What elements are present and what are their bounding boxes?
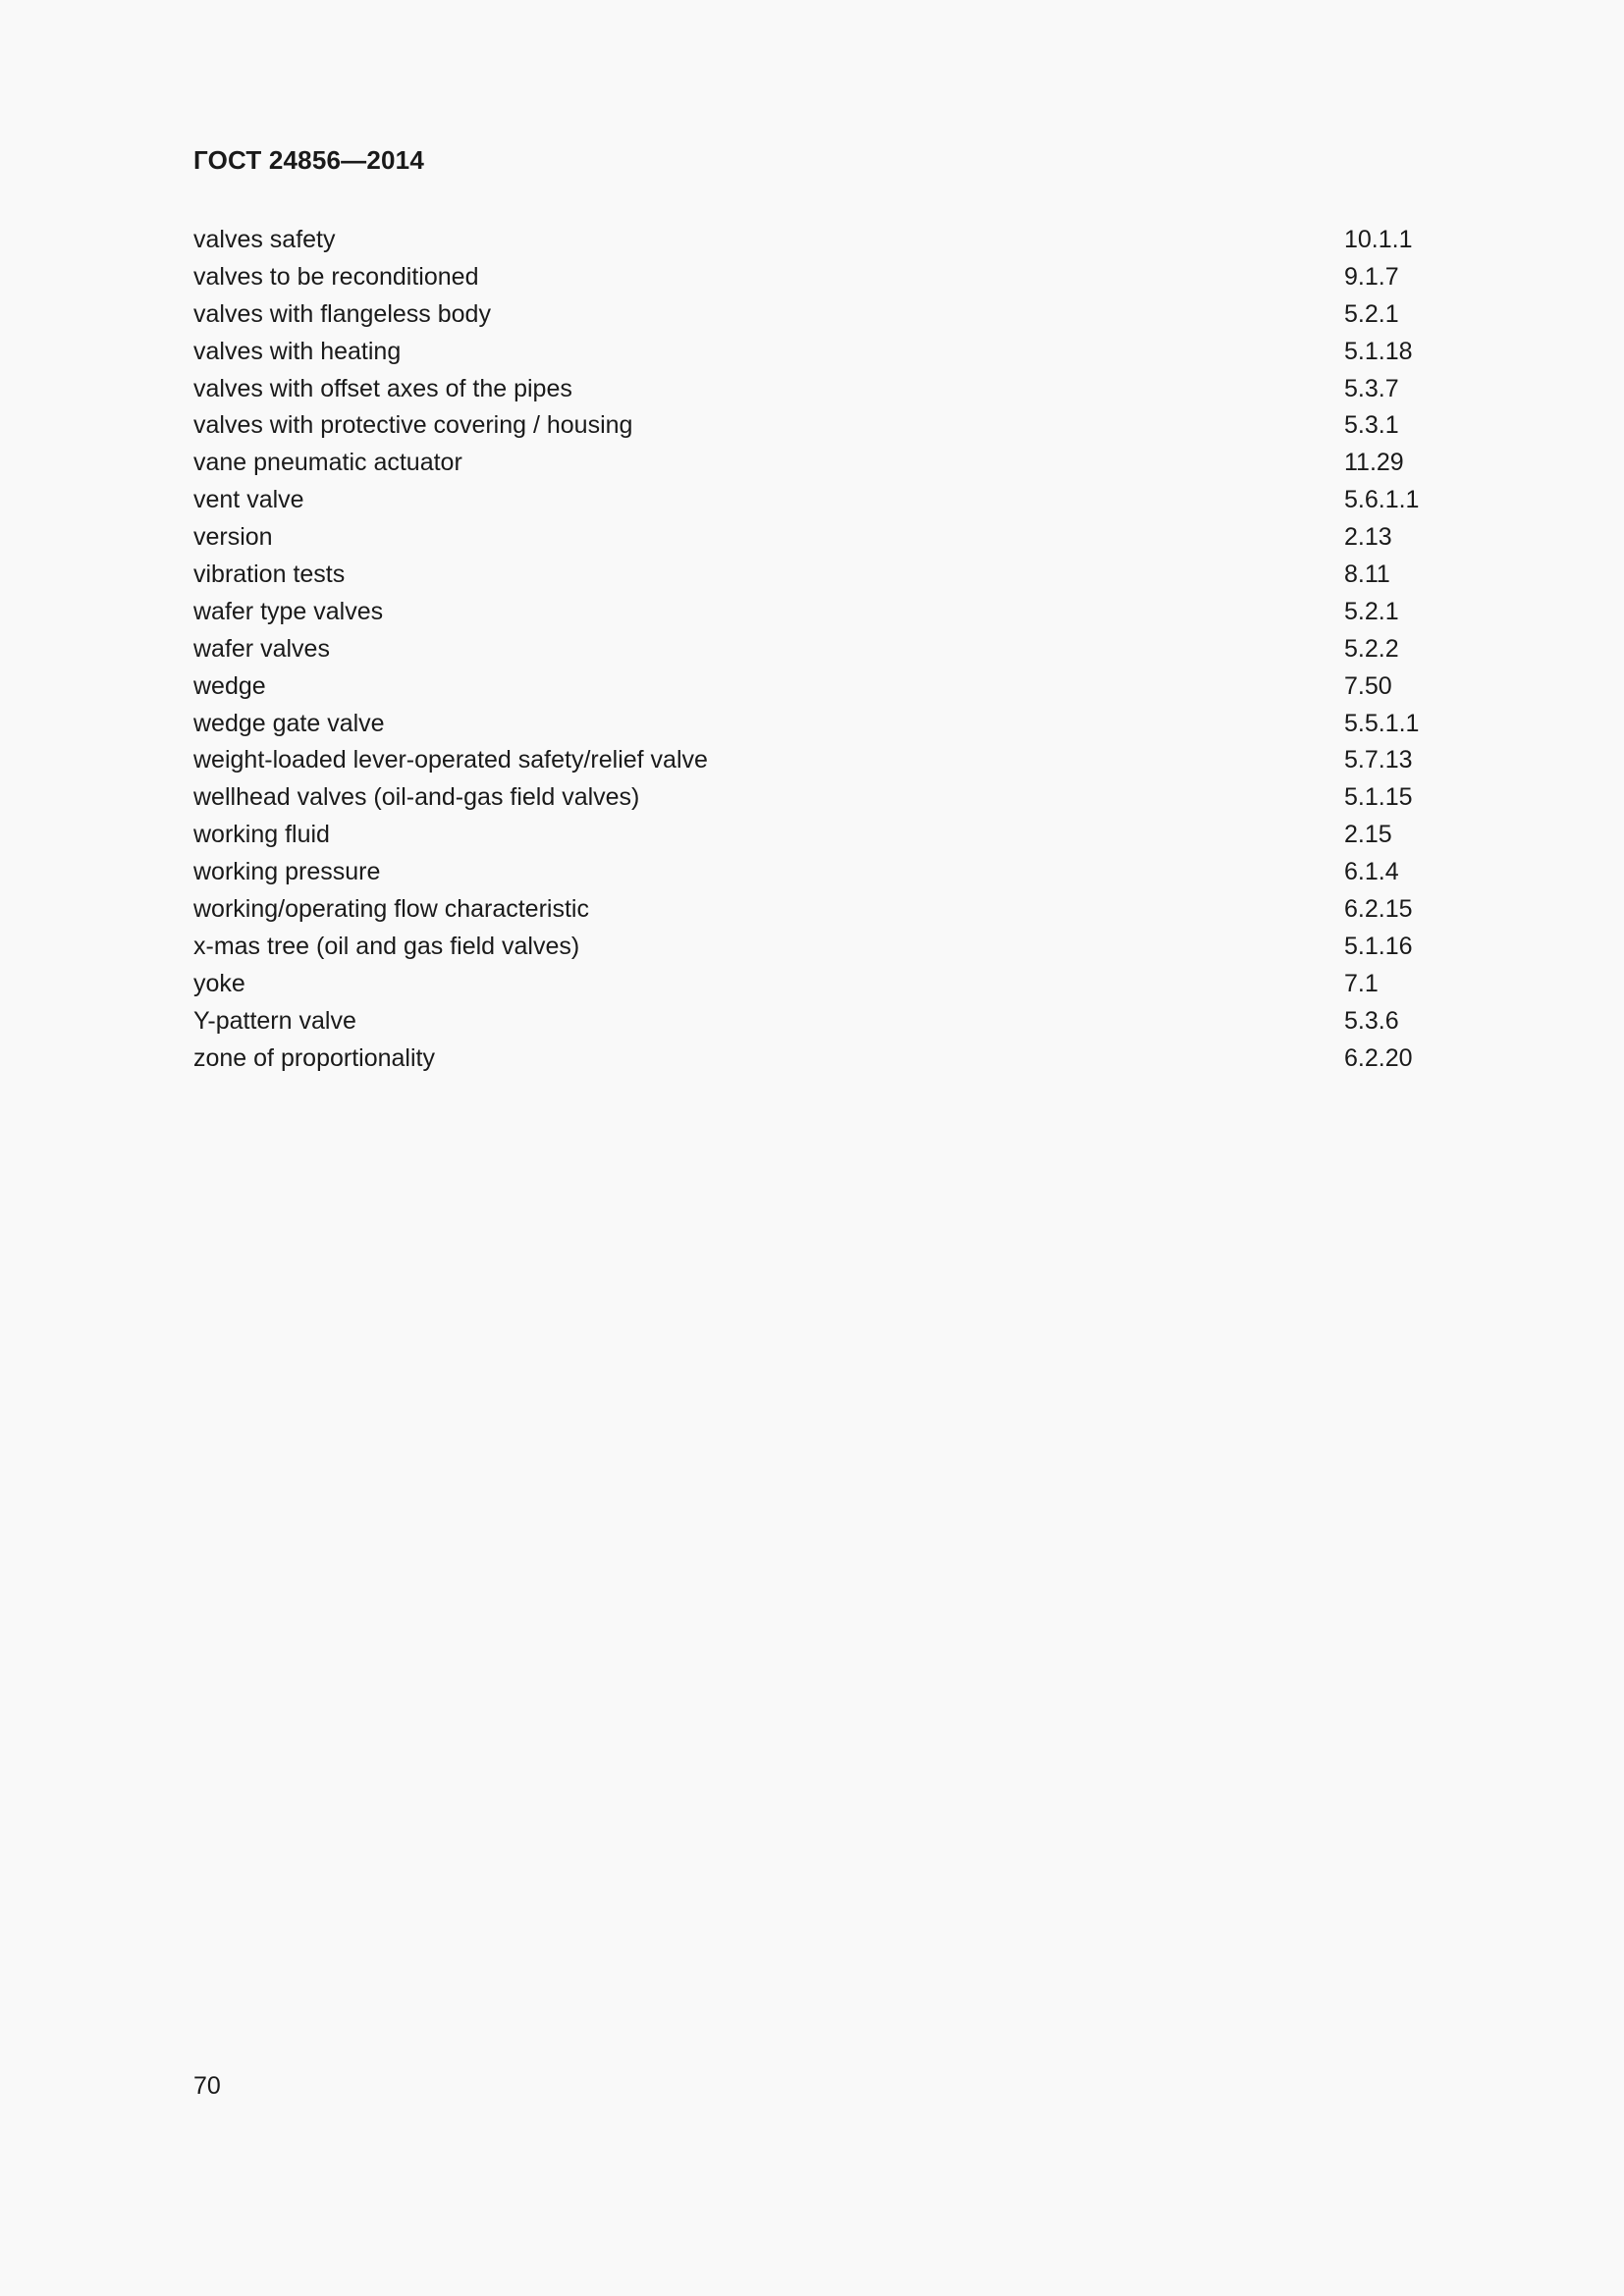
- index-term: Y-pattern valve: [193, 1006, 356, 1035]
- index-ref: 2.15: [1344, 821, 1392, 849]
- document-header: ГОСТ 24856—2014: [193, 145, 424, 175]
- index-entry: [193, 891, 1470, 929]
- index-term: valves safety: [193, 226, 336, 253]
- index-entry: [193, 259, 1470, 296]
- index-term: working/operating flow characteristic: [193, 895, 589, 924]
- index-entry: [193, 371, 1470, 408]
- index-term: yoke: [193, 969, 245, 997]
- index-term: x-mas tree (oil and gas field valves): [193, 932, 580, 960]
- index-term: wafer type valves: [193, 597, 384, 625]
- index-term: wedge gate valve: [193, 709, 385, 737]
- index-ref: 5.2.1: [1344, 299, 1399, 328]
- index-entry: [193, 482, 1470, 519]
- index-entry: [193, 557, 1470, 594]
- index-ref: 7.1: [1344, 969, 1379, 997]
- index-ref: 6.1.4: [1344, 858, 1399, 886]
- index-entry: [193, 222, 1470, 259]
- index-ref: 5.1.18: [1344, 337, 1413, 365]
- index-entry: [193, 407, 1470, 445]
- index-term: zone of proportionality: [193, 1043, 435, 1072]
- index-term: weight-loaded lever-operated safety/relief valve: [193, 746, 708, 774]
- index-term: wellhead valves (oil-and-gas field valves): [193, 783, 640, 812]
- index-entry: [193, 1041, 1470, 1078]
- page-number: 70: [193, 2072, 221, 2100]
- index-entry: [193, 296, 1470, 334]
- index-ref: 5.2.2: [1344, 634, 1399, 663]
- index-term: vibration tests: [193, 561, 346, 589]
- index-ref: 8.11: [1344, 561, 1390, 589]
- index-entry: [193, 445, 1470, 482]
- index-ref: 5.3.6: [1344, 1006, 1399, 1035]
- index-entry: [193, 742, 1470, 779]
- index-ref: 6.2.20: [1344, 1043, 1413, 1072]
- index-entry: [193, 854, 1470, 891]
- index-entry: [193, 668, 1470, 706]
- index-term: vent valve: [193, 486, 304, 514]
- index-ref: 5.1.15: [1344, 783, 1413, 812]
- index-ref: 5.7.13: [1344, 746, 1413, 774]
- index-term: valves with heating: [193, 337, 402, 365]
- index-ref: 5.3.1: [1344, 411, 1399, 440]
- index-entry: [193, 706, 1470, 743]
- index-entry: [193, 929, 1470, 966]
- index-ref: 5.1.16: [1344, 932, 1413, 960]
- index-term: wafer valves: [193, 634, 330, 663]
- index-ref: 7.50: [1344, 671, 1392, 700]
- index-ref: 6.2.15: [1344, 895, 1413, 924]
- index-ref: 10.1.1: [1344, 226, 1413, 253]
- index-entry: [193, 519, 1470, 557]
- index-term: valves with protective covering / housing: [193, 411, 633, 440]
- index-ref: 2.13: [1344, 523, 1392, 552]
- index-ref: 9.1.7: [1344, 262, 1399, 291]
- index-term: valves with flangeless body: [193, 299, 491, 328]
- index-entry: [193, 594, 1470, 631]
- index-term: version: [193, 523, 273, 552]
- index-entry: [193, 334, 1470, 371]
- index-entry: [193, 817, 1470, 854]
- index-ref: 11.29: [1344, 449, 1404, 477]
- index-entry: [193, 966, 1470, 1003]
- index-term: valves to be reconditioned: [193, 262, 479, 291]
- index-term: wedge: [193, 671, 266, 700]
- index-ref: 5.2.1: [1344, 597, 1399, 625]
- index-term: working fluid: [193, 821, 330, 849]
- index-term: working pressure: [193, 858, 381, 886]
- index-entry: [193, 1003, 1470, 1041]
- index-entry: [193, 779, 1470, 817]
- index-ref: 5.5.1.1: [1344, 709, 1420, 737]
- index-ref: 5.6.1.1: [1344, 486, 1420, 514]
- index-term: valves with offset axes of the pipes: [193, 374, 572, 402]
- index-ref: 5.3.7: [1344, 374, 1399, 402]
- index-term: vane pneumatic actuator: [193, 449, 462, 477]
- alphabetical-index: [193, 222, 1470, 1077]
- index-entry: [193, 631, 1470, 668]
